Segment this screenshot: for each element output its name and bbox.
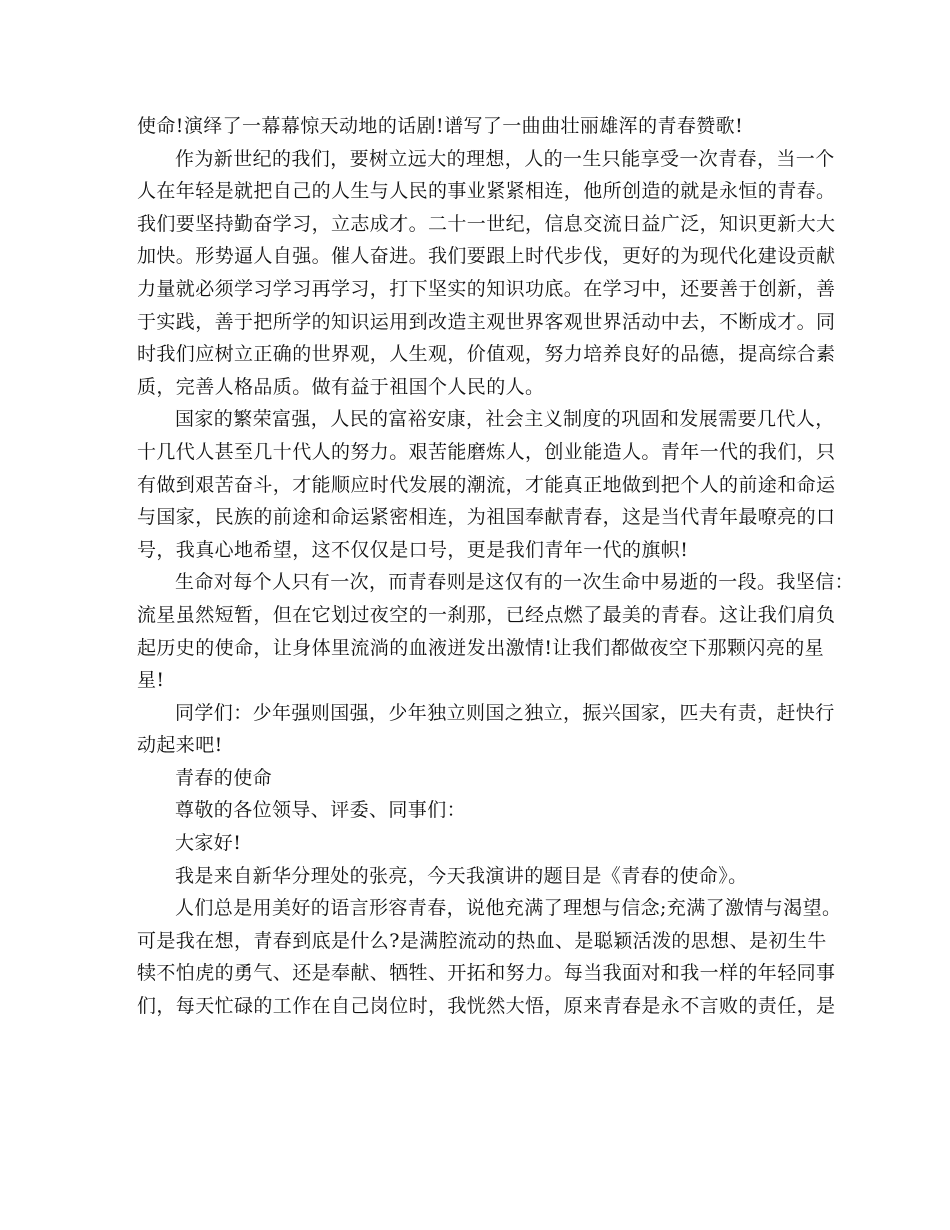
text-line: 生命对每个人只有一次，而青春则是这仅有的一次生命中易逝的一段。我坚信： — [175, 571, 855, 594]
greeting: 大家好! — [175, 832, 242, 855]
text-line: 加快。形势逼人自强。催人奋进。我们要跟上时代步伐，更好的为现代化建设贡献 — [137, 245, 836, 268]
text-line: 号，我真心地希望，这不仅仅是口号，更是我们青年一代的旗帜! — [137, 538, 689, 561]
text-line: 时我们应树立正确的世界观，人生观，价值观，努力培养良好的品德，提高综合素 — [137, 343, 836, 366]
text-line: 犊不怕虎的勇气、还是奉献、牺牲、开拓和努力。每当我面对和我一样的年轻同事 — [137, 962, 836, 985]
text-line: 我是来自新华分理处的张亮，今天我演讲的题目是《青春的使命》。 — [175, 864, 748, 887]
salutation: 尊敬的各位领导、评委、同事们： — [175, 799, 467, 822]
text-line: 动起来吧! — [137, 734, 223, 757]
text-line: 我们要坚持勤奋学习，立志成才。二十一世纪，信息交流日益广泛，知识更新大大 — [137, 212, 836, 235]
text-line: 有做到艰苦奋斗，才能顺应时代发展的潮流，才能真正地做到把个人的前途和命运 — [137, 473, 836, 496]
text-line: 国家的繁荣富强，人民的富裕安康，社会主义制度的巩固和发展需要几代人， — [175, 408, 835, 431]
text-line: 人们总是用美好的语言形容青春，说他充满了理想与信念;充满了激情与渴望。 — [175, 897, 842, 920]
text-line: 可是我在想，青春到底是什么?是满腔流动的热血、是聪颖活泼的思想、是初生牛 — [137, 929, 827, 952]
text-line: 同学们：少年强则国强，少年独立则国之独立，振兴国家，匹夫有责，赶快行 — [175, 701, 835, 724]
text-line: 起历史的使命，让身体里流淌的血液迸发出激情!让我们都做夜空下那颗闪亮的星 — [137, 636, 825, 659]
text-line: 作为新世纪的我们，要树立远大的理想，人的一生只能享受一次青春，当一个 — [175, 147, 835, 170]
text-line: 质，完善人格品质。做有益于祖国个人民的人。 — [137, 375, 545, 398]
text-line: 星! — [137, 669, 165, 692]
text-line: 于实践，善于把所学的知识运用到改造主观世界客观世界活动中去，不断成才。同 — [137, 310, 836, 333]
text-line: 们，每天忙碌的工作在自己岗位时，我恍然大悟，原来青春是永不言败的责任，是 — [137, 995, 836, 1018]
section-heading: 青春的使命 — [175, 766, 273, 789]
text-line: 力量就必须学习学习再学习，打下坚实的知识功底。在学习中，还要善于创新，善 — [137, 277, 836, 300]
text-line: 使命!演绎了一幕幕惊天动地的话剧!谱写了一曲曲壮丽雄浑的青春赞歌! — [137, 115, 744, 137]
text-line: 人在年轻是就把自己的人生与人民的事业紧紧相连，他所创造的就是永恒的青春。 — [137, 180, 836, 203]
text-line: 十几代人甚至几十代人的努力。艰苦能磨炼人，创业能造人。青年一代的我们，只 — [137, 440, 836, 463]
text-line: 流星虽然短暂，但在它划过夜空的一刹那，已经点燃了最美的青春。这让我们肩负 — [137, 603, 836, 626]
text-line: 与国家，民族的前途和命运紧密相连，为祖国奉献青春，这是当代青年最嘹亮的口 — [137, 506, 836, 529]
document-body — [137, 110, 855, 1023]
